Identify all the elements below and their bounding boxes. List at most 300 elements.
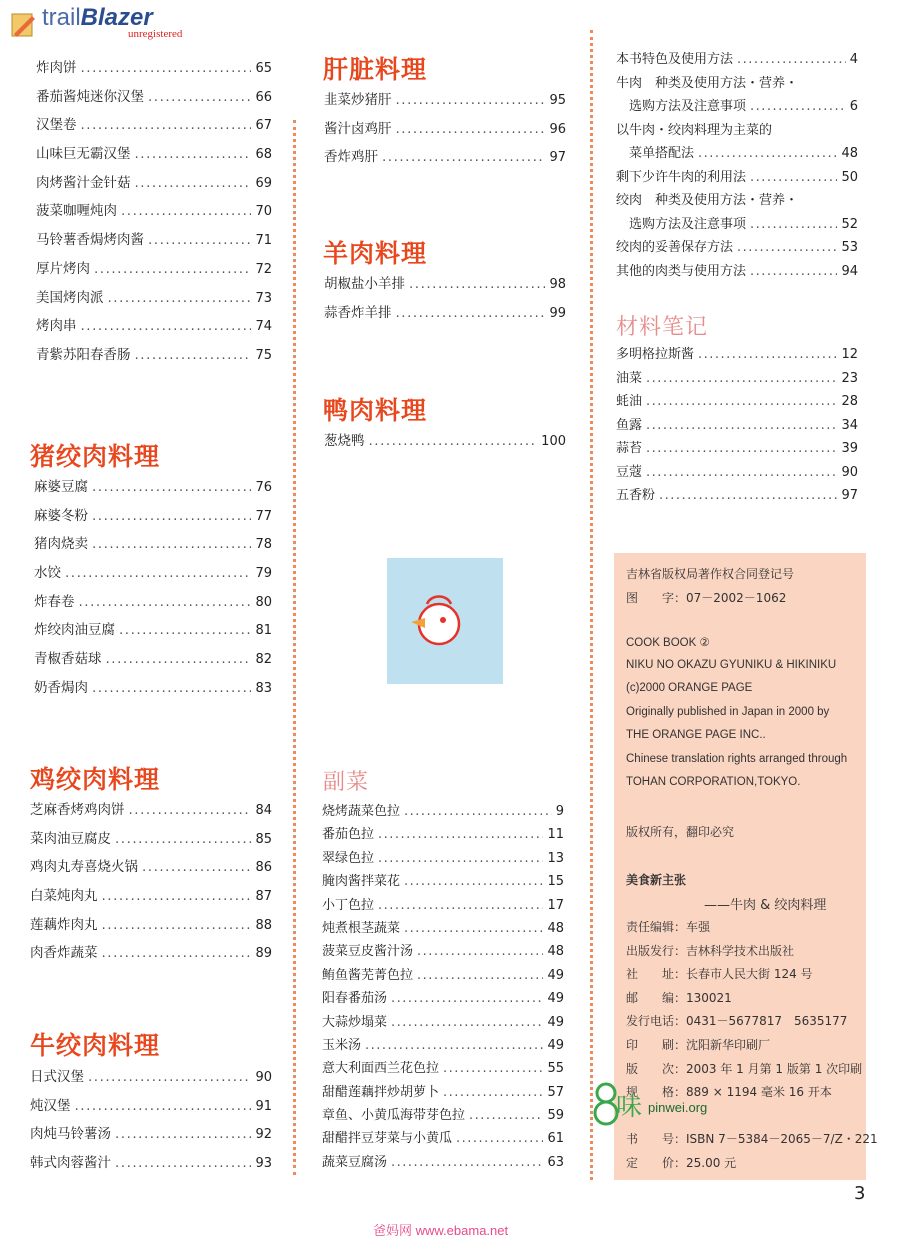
toc-entry	[36, 226, 272, 255]
page-number: 3	[854, 1183, 866, 1204]
leader-dots	[129, 796, 252, 825]
toc-entry	[36, 111, 272, 140]
toc-entry-title: 玉米汤	[322, 1037, 362, 1053]
info-line: COOK BOOK ②	[626, 637, 710, 649]
toc-entry-title: 麻婆豆腐	[34, 479, 88, 495]
leader-dots	[646, 437, 837, 461]
toc-entry-title: 日式汉堡	[30, 1069, 84, 1085]
toc-entry-page: 89	[255, 946, 272, 962]
leader-dots	[135, 140, 252, 169]
leader-dots	[92, 674, 251, 703]
toc-entry-page: 90	[255, 1070, 272, 1085]
toc-entry-title: 马铃薯香焗烤肉酱	[36, 232, 144, 249]
toc-entry-title: 炸肉饼	[36, 60, 77, 76]
toc-entry-title: 肉烤酱汁金针菇	[36, 174, 131, 191]
toc-entry-page: 79	[255, 566, 272, 582]
leader-dots	[646, 414, 837, 438]
toc-list-liver	[324, 86, 566, 172]
toc-entry	[322, 940, 564, 963]
toc-entry	[30, 1092, 272, 1121]
toc-entry-title: 猪肉烧卖	[34, 536, 88, 553]
toc-entry	[36, 140, 272, 169]
toc-entry-title: 香炸鸡肝	[324, 149, 378, 166]
toc-entry-page: 11	[547, 827, 564, 843]
leader-dots	[81, 111, 252, 140]
toc-entry-title: 肉香炸蔬菜	[30, 945, 98, 962]
toc-entry-title: 剩下少许牛肉的利用法	[616, 169, 747, 185]
toc-entry-page: 63	[547, 1154, 564, 1170]
info-line: 印 刷：沈阳新华印刷厂	[626, 1038, 771, 1052]
toc-entry-page: 100	[541, 434, 566, 449]
toc-list-lamb	[324, 270, 566, 327]
toc-entry-title: 蚝油	[616, 394, 643, 409]
info-line: 吉林省版权局著作权合同登记号	[626, 567, 795, 581]
toc-entry-page: 94	[841, 263, 858, 279]
info-line: THE ORANGE PAGE INC..	[626, 729, 766, 741]
info-line: 发行电话：0431－5677817 5635177	[626, 1014, 848, 1028]
leader-dots	[659, 484, 837, 508]
toc-entry	[324, 427, 566, 456]
toc-entry	[34, 502, 272, 531]
toc-entry	[34, 588, 272, 617]
toc-entry-title: 大蒜炒塌菜	[322, 1014, 388, 1030]
leader-dots	[75, 1092, 252, 1121]
leader-dots	[65, 559, 251, 588]
toc-entry-page: 39	[841, 441, 858, 456]
leader-dots	[378, 894, 543, 917]
toc-entry	[30, 939, 272, 968]
toc-entry	[30, 882, 272, 911]
toc-entry-title: 烧烤蔬菜色拉	[322, 804, 401, 819]
toc-entry-title: 鸡肉丸寿喜烧火锅	[30, 859, 138, 876]
toc-entry-page: 95	[549, 93, 566, 108]
toc-entry-page: 28	[841, 394, 858, 409]
cook-book-logo	[387, 558, 503, 684]
toc-entry-page: 73	[255, 290, 272, 306]
toc-entry	[322, 870, 564, 893]
toc-entry-page: 61	[547, 1131, 564, 1147]
leader-dots	[92, 502, 251, 531]
leader-dots	[102, 939, 252, 968]
toc-entry-title: 炖汉堡	[30, 1097, 71, 1114]
toc-entry-title: 腌肉酱拌菜花	[322, 874, 401, 890]
toc-entry	[322, 1057, 564, 1080]
toc-entry	[616, 142, 858, 166]
toc-entry	[616, 390, 858, 414]
leader-dots	[409, 270, 545, 299]
leader-dots	[148, 226, 251, 255]
leader-dots	[79, 588, 252, 617]
toc-entry	[616, 95, 858, 119]
info-line: 版 次：2003 年 1 月第 1 版第 1 次印刷	[626, 1062, 863, 1076]
toc-entry	[322, 1081, 564, 1104]
leader-dots	[404, 917, 543, 940]
toc-entry-page: 97	[841, 488, 858, 503]
toc-entry-title: 菠菜豆皮酱汁汤	[322, 944, 414, 960]
toc-entry-title: 鱼露	[616, 417, 643, 433]
toc-entry	[616, 166, 858, 190]
toc-entry-page: 88	[255, 917, 272, 933]
leader-dots	[396, 115, 546, 144]
info-line: 邮 编：130021	[626, 991, 732, 1005]
toc-entry-page: 4	[849, 52, 858, 67]
leader-dots	[396, 299, 546, 328]
toc-entry	[322, 800, 564, 823]
brand-text: trail	[42, 4, 81, 31]
toc-list-notes	[616, 343, 858, 508]
toc-entry-title: 以牛肉・绞肉料理为主菜的	[616, 122, 773, 138]
toc-entry-page: 67	[255, 118, 272, 134]
toc-entry-page: 59	[547, 1108, 564, 1124]
toc-entry-page: 76	[255, 480, 272, 495]
leader-dots	[698, 343, 837, 367]
info-line: TOHAN CORPORATION,TOKYO.	[626, 776, 801, 788]
leader-dots	[119, 616, 251, 645]
leader-dots	[88, 1063, 251, 1092]
toc-entry-page: 85	[255, 831, 272, 847]
toc-entry-page: 78	[255, 537, 272, 553]
toc-entry-title: 韩式肉蓉酱汁	[30, 1155, 111, 1172]
toc-entry-title: 菜肉油豆腐皮	[30, 830, 111, 847]
toc-entry-title: 本书特色及使用方法	[616, 52, 734, 67]
info-line: ——牛肉 & 绞肉料理	[704, 898, 827, 913]
toc-entry-title: 厚片烤肉	[36, 260, 90, 277]
leader-dots	[148, 83, 251, 112]
toc-entry-page: 69	[255, 175, 272, 191]
toc-list-duck	[324, 427, 566, 456]
toc-entry-page: 75	[255, 347, 272, 363]
toc-entry-title: 莲藕炸肉丸	[30, 916, 98, 933]
toc-entry	[30, 911, 272, 940]
info-line: 规 格：889 × 1194 毫米 16 开本	[626, 1085, 832, 1099]
leader-dots	[404, 870, 543, 893]
leader-dots	[750, 213, 837, 237]
toc-entry-title: 麻婆冬粉	[34, 507, 88, 524]
brand-text-bold: Blazer	[80, 4, 153, 31]
leader-dots	[443, 1057, 543, 1080]
toc-entry	[34, 559, 272, 588]
toc-entry-page: 80	[255, 594, 272, 610]
toc-entry-page: 52	[841, 216, 858, 232]
toc-entry-title: 芝麻香烤鸡肉饼	[30, 802, 125, 818]
toc-entry-page: 48	[547, 920, 564, 936]
toc-entry	[34, 530, 272, 559]
pencil-icon	[8, 8, 38, 40]
toc-entry-page: 81	[255, 623, 272, 639]
toc-entry-page: 71	[255, 233, 272, 249]
toc-entry-title: 其他的肉类与使用方法	[616, 263, 747, 279]
toc-entry-title: 意大利面西兰花色拉	[322, 1061, 440, 1077]
toc-entry-title: 甜醋拌豆芽菜与小黄瓜	[322, 1131, 453, 1147]
toc-entry-title: 山味巨无霸汉堡	[36, 146, 131, 163]
column-divider	[590, 30, 593, 1180]
toc-entry	[616, 367, 858, 391]
info-line: 图 字：07－2002－1062	[626, 591, 787, 605]
toc-entry	[36, 312, 272, 341]
toc-entry	[36, 341, 272, 370]
info-line: 责任编辑：车强	[626, 920, 711, 934]
leader-dots	[378, 847, 543, 870]
toc-entry-page: 23	[841, 370, 858, 386]
leader-dots	[115, 1149, 251, 1178]
toc-entry-title: 多明格拉斯酱	[616, 347, 695, 362]
toc-entry	[616, 119, 858, 143]
toc-entry-title: 绞肉的妥善保存方法	[616, 240, 734, 255]
toc-entry	[30, 1149, 272, 1178]
toc-entry	[322, 823, 564, 846]
toc-entry	[36, 255, 272, 284]
toc-entry-title: 番茄酱炖迷你汉堡	[36, 88, 144, 105]
toc-entry-page: 83	[255, 680, 272, 696]
toc-entry-page: 97	[549, 150, 566, 166]
toc-entry-page: 55	[547, 1061, 564, 1077]
leader-dots	[115, 1120, 251, 1149]
toc-list-beef	[36, 54, 272, 370]
toc-entry-page: 15	[547, 874, 564, 890]
toc-entry	[30, 825, 272, 854]
toc-entry-page: 91	[255, 1098, 272, 1114]
toc-entry-title: 韭菜炒猪肝	[324, 92, 392, 108]
toc-entry	[322, 987, 564, 1010]
toc-entry-page: 84	[255, 803, 272, 818]
toc-entry-title: 菜单搭配法	[629, 146, 695, 161]
toc-entry-title: 油菜	[616, 370, 643, 386]
section-title-pork: 猪绞肉料理	[30, 442, 161, 471]
toc-entry	[616, 213, 858, 237]
toc-entry	[616, 437, 858, 461]
leader-dots	[81, 54, 252, 83]
column-divider	[293, 120, 296, 1175]
section-title-side-dishes: 副菜	[323, 770, 370, 795]
toc-entry-page: 77	[255, 508, 272, 524]
toc-entry-title: 汉堡卷	[36, 117, 77, 134]
toc-entry-title: 选购方法及注意事项	[629, 99, 747, 114]
info-line: 出版发行：吉林科学技术出版社	[626, 944, 795, 958]
info-line: 美食新主张	[626, 873, 687, 887]
toc-entry	[616, 236, 858, 260]
leader-dots	[135, 169, 252, 198]
toc-entry-title: 酱汁卤鸡肝	[324, 120, 392, 137]
toc-entry	[36, 54, 272, 83]
toc-entry-page: 86	[255, 860, 272, 876]
toc-entry-page: 93	[255, 1156, 272, 1172]
toc-entry	[616, 484, 858, 508]
toc-entry-page: 92	[255, 1127, 272, 1143]
toc-entry	[30, 796, 272, 825]
toc-entry	[322, 1104, 564, 1127]
section-title-duck: 鸭肉料理	[323, 396, 428, 425]
toc-entry-page: 98	[549, 277, 566, 292]
toc-entry-page: 82	[255, 652, 272, 668]
toc-entry-page: 90	[841, 464, 858, 480]
toc-entry-page: 49	[547, 991, 564, 1007]
toc-entry-page: 70	[255, 204, 272, 220]
toc-entry	[322, 894, 564, 917]
toc-entry-page: 99	[549, 305, 566, 321]
toc-entry	[36, 284, 272, 313]
toc-entry	[324, 299, 566, 328]
toc-entry	[34, 645, 272, 674]
toc-entry-title: 选购方法及注意事项	[629, 216, 747, 232]
toc-entry-page: 17	[547, 897, 564, 913]
section-title-notes: 材料笔记	[616, 315, 709, 340]
toc-entry-page: 49	[547, 1037, 564, 1053]
toc-entry-page: 96	[549, 121, 566, 137]
toc-entry	[616, 414, 858, 438]
toc-entry-page: 9	[555, 804, 564, 819]
leader-dots	[102, 882, 252, 911]
toc-entry	[324, 270, 566, 299]
leader-dots	[469, 1104, 543, 1127]
toc-entry-title: 炸绞肉油豆腐	[34, 622, 115, 639]
toc-entry-page: 49	[547, 1014, 564, 1030]
info-line: 书 号：ISBN 7－5384－2065－7/Z・221	[626, 1132, 878, 1146]
toc-entry	[616, 48, 858, 72]
info-line: 定 价：25.00 元	[626, 1156, 737, 1170]
toc-entry-title: 青紫苏阳春香肠	[36, 346, 131, 363]
leader-dots	[417, 940, 543, 963]
toc-entry	[616, 72, 858, 96]
toc-entry-title: 番茄色拉	[322, 827, 375, 843]
toc-entry	[322, 917, 564, 940]
leader-dots	[646, 367, 837, 391]
toc-entry	[30, 853, 272, 882]
unregistered-label: unregistered	[128, 28, 183, 40]
leader-dots	[92, 473, 251, 502]
toc-entry-title: 水饺	[34, 565, 61, 582]
toc-entry	[36, 83, 272, 112]
toc-entry	[34, 616, 272, 645]
toc-entry-page: 53	[841, 240, 858, 255]
pinwei-watermark	[588, 1080, 728, 1130]
info-line: 版权所有，翻印必究	[626, 825, 735, 839]
toc-entry	[322, 1034, 564, 1057]
toc-entry-title: 奶香焗肉	[34, 679, 88, 696]
section-title-ground-beef: 牛绞肉料理	[30, 1031, 161, 1060]
toc-entry	[322, 1127, 564, 1150]
toc-entry-page: 13	[547, 850, 564, 866]
leader-dots	[456, 1127, 543, 1150]
toc-entry-page: 48	[841, 146, 858, 161]
info-line: NIKU NO OKAZU GYUNIKU & HIKINIKU	[626, 659, 837, 671]
toc-entry-title: 章鱼、小黄瓜海带芽色拉	[322, 1108, 466, 1124]
toc-entry-page: 66	[255, 89, 272, 105]
leader-dots	[115, 825, 251, 854]
toc-list-ground-beef	[30, 1063, 272, 1178]
leader-dots	[646, 390, 837, 414]
toc-entry-title: 蒜苔	[616, 441, 643, 456]
stamp-site: pinwei.org	[648, 1100, 708, 1115]
toc-entry-title: 胡椒盐小羊排	[324, 276, 405, 292]
toc-entry-title: 青椒香菇球	[34, 651, 102, 668]
toc-list-pork	[34, 473, 272, 703]
toc-entry-page: 49	[547, 967, 564, 983]
toc-entry-title: 菠菜咖喱炖肉	[36, 203, 117, 220]
toc-entry	[324, 115, 566, 144]
toc-entry-title: 炖煮根茎蔬菜	[322, 920, 401, 936]
toc-entry-title: 阳春番茄汤	[322, 991, 388, 1007]
toc-entry	[324, 86, 566, 115]
toc-entry-page: 72	[255, 261, 272, 277]
toc-entry-title: 翠绿色拉	[322, 850, 375, 866]
toc-entry	[34, 473, 272, 502]
leader-dots	[443, 1081, 543, 1104]
toc-entry	[616, 461, 858, 485]
leader-dots	[750, 95, 846, 119]
toc-entry-page: 50	[841, 169, 858, 185]
toc-entry-title: 豆蔻	[616, 464, 643, 480]
toc-entry-page: 68	[255, 147, 272, 163]
toc-entry-title: 五香粉	[616, 488, 656, 503]
toc-entry	[34, 674, 272, 703]
leader-dots	[698, 142, 837, 166]
toc-entry-page: 6	[849, 99, 858, 114]
trailblazer-watermark	[8, 4, 208, 44]
leader-dots	[750, 166, 837, 190]
toc-entry	[322, 847, 564, 870]
toc-entry-page: 87	[255, 889, 272, 905]
footer-watermark: 爸妈网 www.ebama.net	[373, 1223, 509, 1238]
toc-entry	[30, 1063, 272, 1092]
toc-entry	[324, 143, 566, 172]
toc-entry	[616, 260, 858, 284]
leader-dots	[750, 260, 837, 284]
toc-entry-title: 蒜香炸羊排	[324, 304, 392, 321]
leader-dots	[94, 255, 251, 284]
toc-entry	[30, 1120, 272, 1149]
toc-entry-page: 57	[547, 1084, 564, 1100]
toc-entry-title: 烤肉串	[36, 318, 77, 335]
leader-dots	[81, 312, 252, 341]
section-title-liver: 肝脏料理	[323, 55, 428, 84]
leader-dots	[737, 236, 837, 260]
toc-entry-page: 12	[841, 347, 858, 362]
toc-entry-title: 牛肉 种类及使用方法・营养・	[616, 75, 799, 91]
toc-entry-title: 鲔鱼酱芜菁色拉	[322, 967, 414, 983]
leader-dots	[646, 461, 837, 485]
leader-dots	[737, 48, 846, 72]
toc-entry	[322, 1151, 564, 1174]
leader-dots	[378, 823, 543, 846]
toc-entry-title: 美国烤肉派	[36, 289, 104, 306]
toc-entry	[616, 343, 858, 367]
toc-entry-title: 小丁色拉	[322, 897, 375, 913]
toc-entry-title: 蔬菜豆腐汤	[322, 1154, 388, 1170]
toc-entry-page: 48	[547, 944, 564, 960]
toc-entry	[322, 964, 564, 987]
stamp-char: 味	[616, 1092, 643, 1122]
toc-entry	[36, 197, 272, 226]
leader-dots	[92, 530, 251, 559]
info-line: (c)2000 ORANGE PAGE	[626, 682, 753, 694]
info-line: Originally published in Japan in 2000 by	[626, 706, 830, 718]
toc-list-chicken	[30, 796, 272, 968]
leader-dots	[106, 645, 252, 674]
section-title-chicken: 鸡绞肉料理	[30, 765, 161, 794]
leader-dots	[391, 987, 543, 1010]
leader-dots	[396, 86, 546, 115]
section-title-lamb: 羊肉料理	[323, 239, 428, 268]
leader-dots	[391, 1011, 543, 1034]
toc-entry	[616, 189, 858, 213]
toc-entry-title: 白菜炖肉丸	[30, 888, 98, 905]
leader-dots	[142, 853, 251, 882]
toc-entry	[322, 1011, 564, 1034]
toc-entry-page: 65	[255, 61, 272, 76]
leader-dots	[135, 341, 252, 370]
toc-list-intro	[616, 48, 858, 283]
toc-entry-title: 葱烧鸭	[324, 433, 365, 449]
